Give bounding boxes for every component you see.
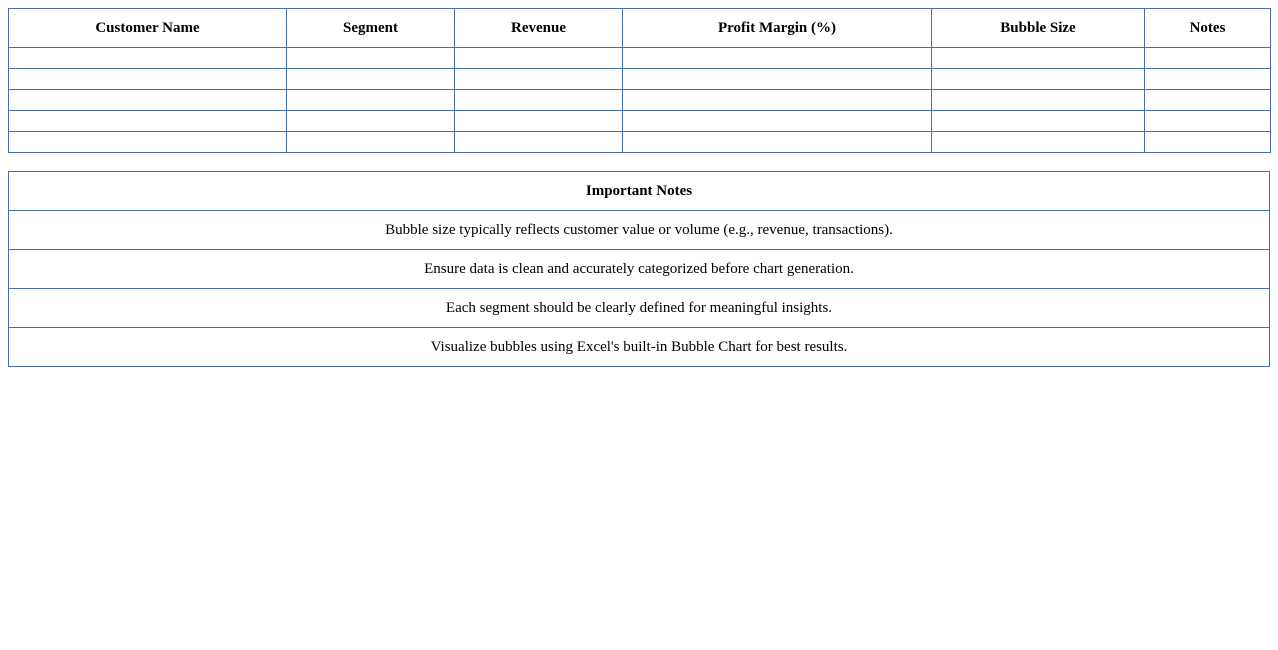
table-cell[interactable] <box>9 90 287 111</box>
table-cell[interactable] <box>932 90 1145 111</box>
table-cell[interactable] <box>455 111 623 132</box>
table-cell[interactable] <box>1145 69 1271 90</box>
table-row <box>9 48 1271 69</box>
header-row <box>9 9 1271 48</box>
table-cell[interactable] <box>287 111 455 132</box>
header-notes[interactable]: Notes <box>1145 9 1271 48</box>
table-cell[interactable] <box>623 111 932 132</box>
table-row <box>9 132 1271 153</box>
table-cell[interactable] <box>932 111 1145 132</box>
table-cell[interactable] <box>623 48 932 69</box>
header-customer-name[interactable]: Customer Name <box>9 9 287 48</box>
table-cell[interactable] <box>623 132 932 153</box>
table-cell[interactable] <box>9 132 287 153</box>
table-cell[interactable] <box>623 90 932 111</box>
header-revenue[interactable]: Revenue <box>455 9 623 48</box>
table-cell[interactable] <box>9 111 287 132</box>
note-item: Visualize bubbles using Excel's built-in Bubble Chart for best results. <box>9 328 1270 367</box>
table-cell[interactable] <box>932 132 1145 153</box>
note-row <box>9 289 1270 328</box>
note-item: Bubble size typically reflects customer value or volume (e.g., revenue, transactions). <box>9 211 1270 250</box>
customer-data-table <box>8 8 1271 153</box>
note-row <box>9 211 1270 250</box>
table-row <box>9 69 1271 90</box>
table-cell[interactable] <box>455 90 623 111</box>
table-cell[interactable] <box>9 69 287 90</box>
table-cell[interactable] <box>287 48 455 69</box>
note-row <box>9 328 1270 367</box>
table-cell[interactable] <box>932 48 1145 69</box>
table-row <box>9 111 1271 132</box>
notes-title: Important Notes <box>9 172 1270 211</box>
table-row <box>9 90 1271 111</box>
table-cell[interactable] <box>287 90 455 111</box>
note-item: Each segment should be clearly defined for meaningful insights. <box>9 289 1270 328</box>
table-cell[interactable] <box>455 48 623 69</box>
header-profit-margin[interactable]: Profit Margin (%) <box>623 9 932 48</box>
note-item: Ensure data is clean and accurately categorized before chart generation. <box>9 250 1270 289</box>
table-cell[interactable] <box>623 69 932 90</box>
important-notes-table <box>8 171 1270 367</box>
table-cell[interactable] <box>1145 132 1271 153</box>
table-cell[interactable] <box>1145 111 1271 132</box>
table-cell[interactable] <box>287 69 455 90</box>
table-cell[interactable] <box>287 132 455 153</box>
notes-header-row <box>9 172 1270 211</box>
table-cell[interactable] <box>1145 90 1271 111</box>
table-cell[interactable] <box>455 132 623 153</box>
table-cell[interactable] <box>455 69 623 90</box>
table-cell[interactable] <box>1145 48 1271 69</box>
table-cell[interactable] <box>9 48 287 69</box>
note-row <box>9 250 1270 289</box>
table-cell[interactable] <box>932 69 1145 90</box>
header-bubble-size[interactable]: Bubble Size <box>932 9 1145 48</box>
header-segment[interactable]: Segment <box>287 9 455 48</box>
